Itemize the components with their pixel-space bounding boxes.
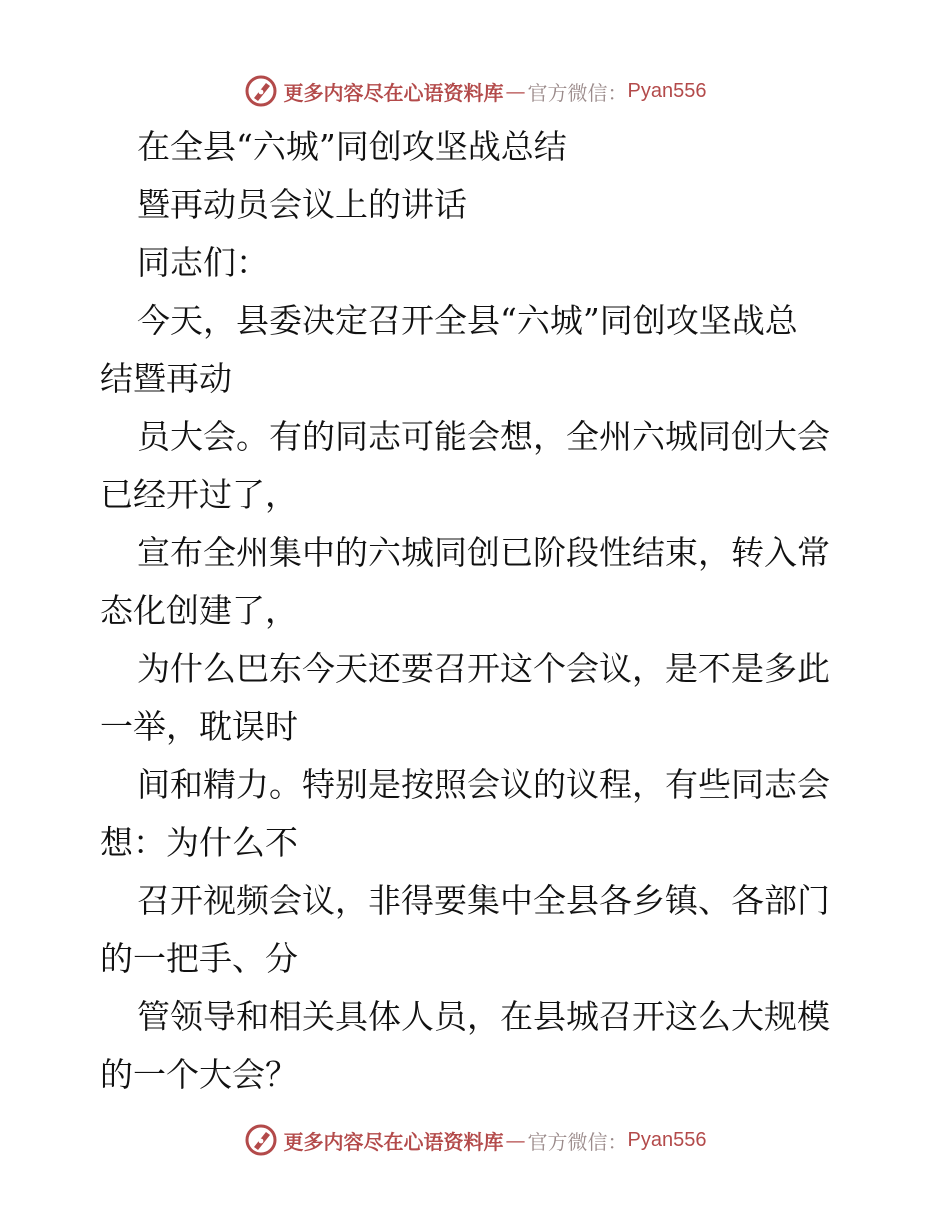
watermark-text: 更多内容尽在心语资料库 — [283, 1129, 504, 1154]
paragraph-line: 一举，耽误时 — [100, 707, 298, 746]
paragraph-line: 想：为什么不 — [100, 823, 298, 862]
footer-watermark — [0, 1120, 950, 1160]
header-watermark — [0, 71, 950, 111]
paragraph-line: 间和精力。特别是按照会议的议程，有些同志会 — [137, 765, 830, 804]
paragraph-line: 态化创建了， — [100, 591, 298, 630]
watermark-wechat-label: 官方微信： — [527, 1129, 628, 1154]
paragraph-line: 结暨再动 — [100, 359, 232, 398]
document-body — [100, 118, 860, 1104]
paragraph-line: 召开视频会议，非得要集中全县各乡镇、各部门 — [137, 881, 830, 920]
watermark-dash: — — [505, 1128, 526, 1152]
paragraph-line: 同志们： — [137, 243, 269, 282]
paragraph-line: 的一把手、分 — [100, 939, 298, 978]
watermark-wechat-id: Pyan556 — [627, 1128, 707, 1151]
paragraph-line: 的一个大会？ — [100, 1055, 298, 1094]
paragraph-line: 已经开过了， — [100, 475, 298, 514]
pen-nib-circle-logo-icon — [244, 1123, 278, 1157]
watermark-wechat-id: Pyan556 — [627, 79, 707, 102]
paragraph-line: 今天，县委决定召开全县“六城”同创攻坚战总 — [137, 301, 798, 340]
document-title-line: 暨再动员会议上的讲话 — [137, 185, 467, 224]
paragraph-line: 管领导和相关具体人员，在县城召开这么大规模 — [137, 997, 830, 1036]
watermark-text: 更多内容尽在心语资料库 — [283, 80, 504, 105]
paragraph-line: 宣布全州集中的六城同创已阶段性结束，转入常 — [137, 533, 830, 572]
paragraph-line: 员大会。有的同志可能会想，全州六城同创大会 — [137, 417, 830, 456]
paragraph-line: 为什么巴东今天还要召开这个会议，是不是多此 — [137, 649, 830, 688]
watermark-wechat-label: 官方微信： — [527, 80, 628, 105]
watermark-dash: — — [505, 79, 526, 103]
document-title-line: 在全县“六城”同创攻坚战总结 — [137, 127, 567, 166]
pen-nib-circle-logo-icon — [244, 74, 278, 108]
